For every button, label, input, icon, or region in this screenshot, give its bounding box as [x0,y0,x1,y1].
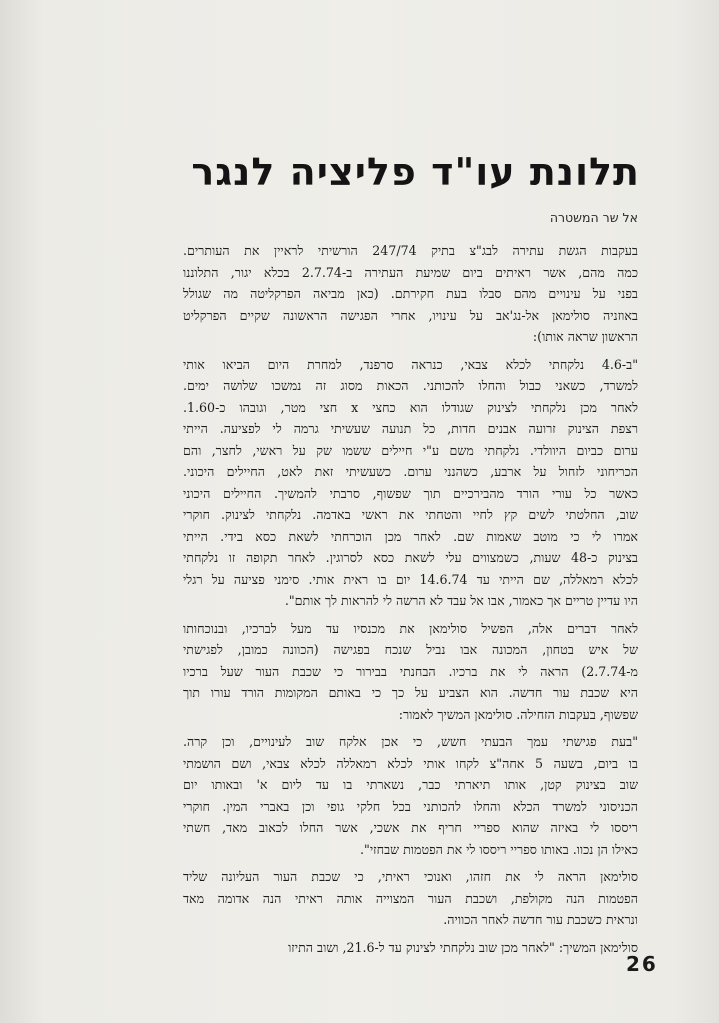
paragraph [183,731,638,860]
paragraph [183,937,638,959]
text-line: רצפת הצינוק זרועה אבנים חדות, כל תנועה שעשיתי גרמה לי לפציעה. הייתי [183,421,638,436]
text-line: מ-2.7.74) הראה לי את ברכיו. הבחנתי בבירור כי שכבת העור שעל ברכיו [183,663,638,679]
text-line: ערום כביום היוולדי. נלקחתי משם ע"י חיילים ששמו שק על ראשי, לחצר, והם [183,442,638,458]
addressee-line: אל שר המשטרה [549,210,638,225]
text-line: בו ביום, בשעה 5 אחה"צ לקחו אותי לכלא רמאללה לכלא צבאי, ושם הושמתי [183,755,638,771]
paragraph [183,354,638,612]
text-line: לאחר דברים אלה, הפשיל סולימאן את מכנסיו עד מעל לברכיו, ובנוכחותו [183,620,638,636]
text-line: הראשון שראה אותו): [532,329,638,344]
text-line: למשרד, כשאני כבול והחלו להכותני. הכאות מסוג זה נמשכו שלושה ימים. [183,378,638,393]
text-line: בפני על עינויים מהם סבלו בעת חקירתם. (כאן מביאה הפרקליטה מה שגולל [183,286,638,301]
text-line: כאשר כל עורי הורד מהבירכיים תוך שפשוף, סרבתי להמשיך. החיילים היכוני [183,485,638,501]
paragraph [183,618,638,726]
text-line: אמרו לי כי מוטב שאמות שם. לאחר מכן הוכרחתי לשאת כסא בידי. הייתי [183,528,638,544]
text-line: כמה מהם, אשר ראיתים ביום שמיעת העתירה ב-2.7.74 בכלא יגור, התלוננו [183,264,638,280]
text-line: כאילו הן נכוו. באותו ספריי ריססו לי את הפטמות שבחזי". [360,841,638,857]
text-line: באוזניה סולימאן אל-נג'אב על עינויו, אחרי הפגישה הראשונה שקיים הפרקליט [183,307,638,323]
document-body [183,240,638,958]
text-line: שוב בצינוק קטן, אותו תיארתי כבר, נשארתי בו עד ליום א' ובאותו יום [183,777,638,792]
text-line: ונראית כשכבת עור חדשה לאחר הכוויה. [443,912,638,927]
text-line: הפטמות הנה מקולפת, ושכבת העור המצוייה אותה ראיתי הנה אדומה מאד [183,890,638,906]
text-line: סולימאן המשיך: "לאחר מכן שוב נלקחתי לצינוק עד ל-21.6, ושוב התיזו [288,939,638,955]
text-line: "בעת פגישתי עמך הבעתי חשש, כי אכן אלקח שוב לעינויים, וכן קרה. [183,734,638,749]
text-line: ריססו לי באיזה שהוא ספריי חריף את אשכי, אשר החלו לכאוב מאד, חשתי [183,820,638,835]
paragraph [183,240,638,348]
text-line: סולימאן הראה לי את חזהו, ואנוכי ראיתי, כי שכבת העור העליונה שליד [183,869,638,884]
text-line: שפשוף, בעקבות הזחילה. סולימאן המשיך לאמור: [398,706,638,722]
text-line: בעקבות הגשת עתירה לבג"צ בתיק 247/74 הורשיתי לראיין את העותרים. [183,243,638,258]
text-line: הכניסוני למשרד הכלא והחלו להכותני בכל חלקי גופי וכן באברי המין. חוקרי [183,798,638,814]
paragraph [183,866,638,931]
text-line: היא שכבת עור חדשה. הוא הצביע על כך כי באותם המקומות הורד עורו תוך [183,685,638,700]
text-line: "ב-4.6 נלקחתי לכלא צבאי, כנראה סרפנד, למחרת היום הביאו אותי [183,356,638,372]
text-line: שוב, החלטתי לשים קץ לחיי והטחתי את ראשי באדמה. נלקחתי לצינוק. חוקרי [183,507,638,522]
text-line: הכריחוני לזחול על ארבע, כשהנני ערום. כשעשיתי זאת לאט, החיילים היכוני. [183,464,638,479]
text-line: בצינוק כ-48 שעות, כשמצווים עלי לשאת כסא לסרוגין. לאחר תקופה זו נלקחתי [183,550,638,565]
text-line: לאחר מכן נלקחתי לצינוק שגודלו הוא כחצי x חצי מטר, וגובהו כ-1.60. [183,399,638,415]
document-title: תלונת עו"ד פליציה לנגר [191,150,640,194]
text-line: של איש בטחון, המכונה אבו נביל שנכח בפגישה (הכוונה כמובן, לפגישתי [183,642,638,657]
text-line: לכלא רמאללה, שם הייתי עד 14.6.74 יום בו ראית אותי. סימני פציעה על רגלי [183,571,638,587]
page-number: 26 [626,952,658,976]
text-line: היו עדיין טריים אך כאמור, אבו אל עבד לא הרשה לי להראות לך אותם". [284,593,638,608]
